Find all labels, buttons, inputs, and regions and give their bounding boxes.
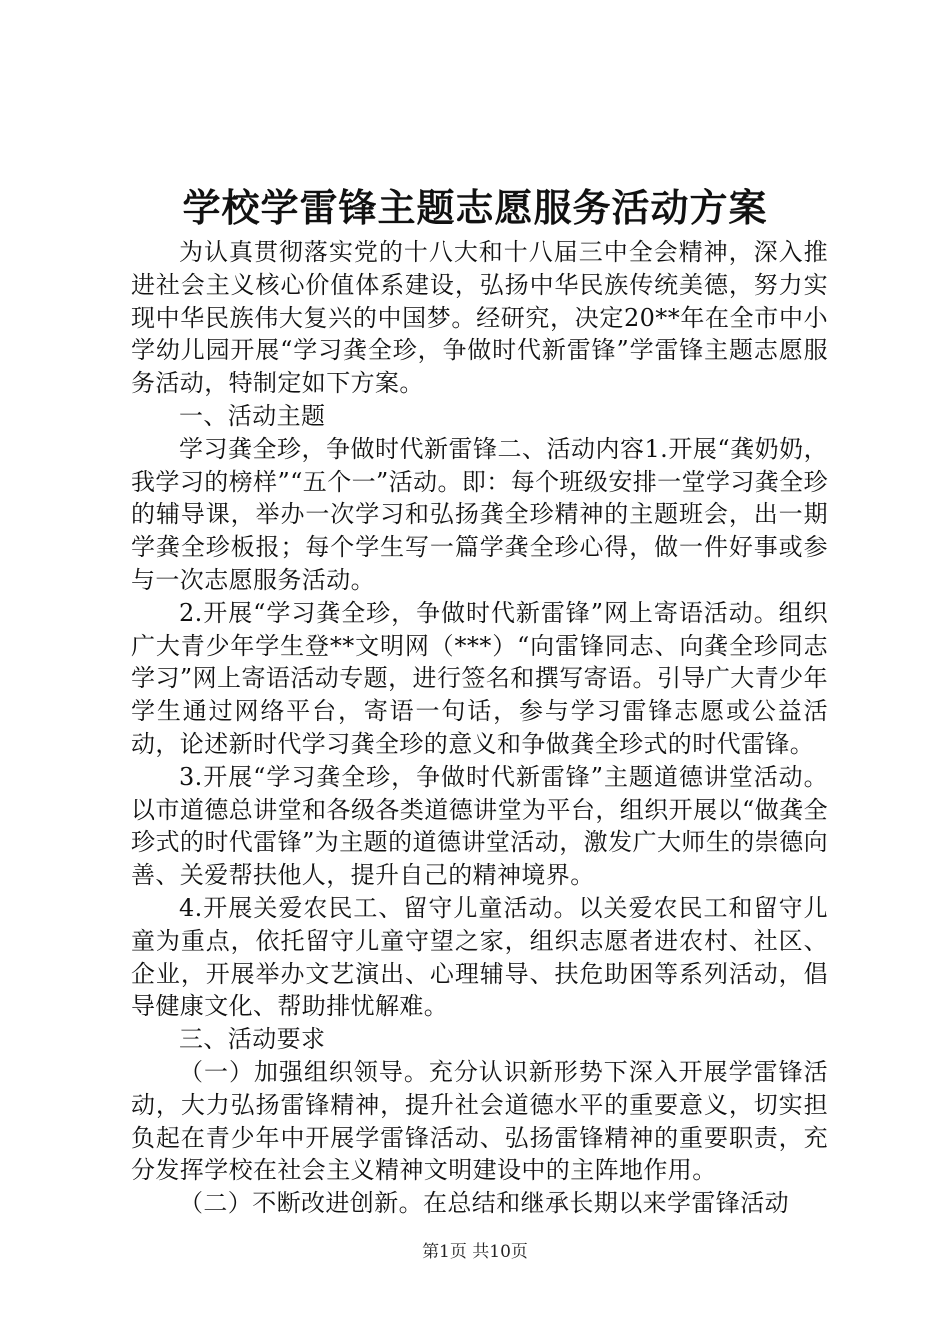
document-title: 学校学雷锋主题志愿服务活动方案 [182,185,768,230]
paragraph-intro: 为认真贯彻落实党的十八大和十八届三中全会精神，深入推进社会主义核心价值体系建设，弘扬中华民族传统美德，努力实现中华民族伟大复兴的中国梦。经研究，决定20**年在全市中小学幼儿园开展“学习龚全珍，争做时代新雷锋”学雷锋主题志愿服务活动，特制定如下方案。 [131,238,828,398]
paragraph-requirement-2: （二）不断改进创新。在总结和继承长期以来学雷锋活动 [179,1189,789,1218]
section-heading-requirements: 三、活动要求 [179,1025,326,1054]
section-heading-theme: 一、活动主题 [179,401,326,430]
paragraph-content-3: 3.开展“学习龚全珍，争做时代新雷锋”主题道德讲堂活动。以市道德总讲堂和各级各类道德讲堂为平台，组织开展以“做龚全珍式的时代雷锋”为主题的道德讲堂活动，激发广大师生的崇德向善、关爱帮扶他人，提升自己的精神境界。 [131,762,828,890]
paragraph-content-4: 4.开展关爱农民工、留守儿童活动。以关爱农民工和留守儿童为重点，依托留守儿童守望之家，组织志愿者进农村、社区、企业，开展举办文艺演出、心理辅导、扶危助困等系列活动，倡导健康文化、帮助排忧解难。 [131,893,828,1021]
page-number: 第1页 共10页 [422,1242,528,1262]
document-body [131,236,828,1220]
paragraph-content-1: 学习龚全珍，争做时代新雷锋二、活动内容1.开展“龚奶奶，我学习的榜样”“五个一”活动。即：每个班级安排一堂学习龚全珍的辅导课，举办一次学习和弘扬龚全珍精神的主题班会，出一期学龚全珍板报；每个学生写一篇学龚全珍心得，做一件好事或参与一次志愿服务活动。 [131,434,828,594]
paragraph-content-2: 2.开展“学习龚全珍，争做时代新雷锋”网上寄语活动。组织广大青少年学生登**文明网（***）“向雷锋同志、向龚全珍同志学习”网上寄语活动专题，进行签名和撰写寄语。引导广大青少年学生通过网络平台，寄语一句话，参与学习雷锋志愿或公益活动，论述新时代学习龚全珍的意义和争做龚全珍式的时代雷锋。 [131,598,828,758]
paragraph-requirement-1: （一）加强组织领导。充分认识新形势下深入开展学雷锋活动，大力弘扬雷锋精神，提升社会道德水平的重要意义，切实担负起在青少年中开展学雷锋活动、弘扬雷锋精神的重要职责，充分发挥学校在社会主义精神文明建设中的主阵地作用。 [131,1057,828,1185]
